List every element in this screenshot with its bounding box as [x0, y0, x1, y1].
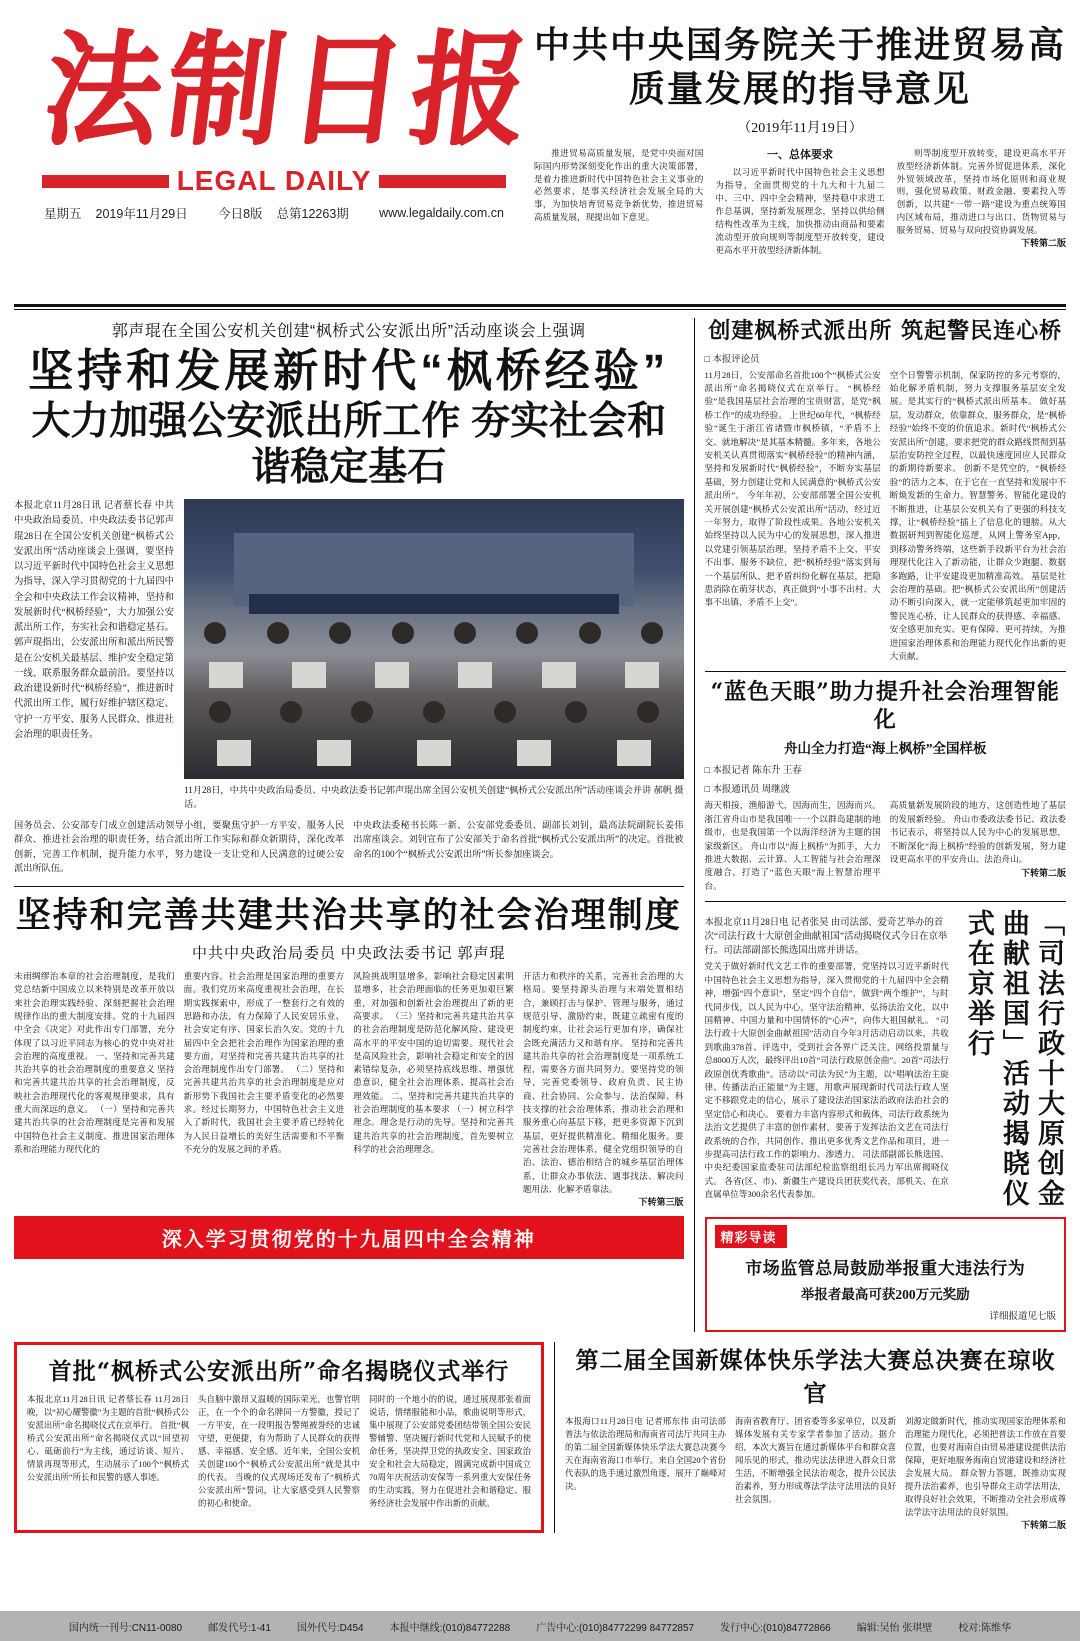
photo-seat-row-1 — [184, 622, 684, 644]
masthead — [14, 0, 1066, 300]
tr-col-1 — [534, 147, 703, 257]
photo-chair — [517, 740, 551, 766]
bottom-right-col-2: 海南省教育厅、团省委等多家单位，以及新媒体发展有关专家学者参加了活动。据介绍，本次大赛旨在通过新媒体平台和群众喜闻乐见的形式，推动宪法法律进入群众日常生活，不断增强全民法治观念，提升公民法治素养，努力形成尊法学法守法用法的良好社会氛围。 — [735, 1417, 896, 1505]
brand-block — [14, 0, 542, 300]
bottom-left-title[interactable]: 首批“枫桥式公安派出所”命名揭晓仪式举行 — [48, 1358, 510, 1386]
right-b-col-2 — [890, 799, 1066, 893]
footer-item: 国内统一刊号:CN11-0080 — [68, 1622, 183, 1634]
bottom-left-col-3: 同时的一个地小的的说，通过展现那张着面说话，情绪服能和小品，歌曲说明等形式，集中展现了公安部党委团结带领全国公安民警辅警、坚决履行新时代党和人民赋予的使命任务，坚决捍卫党的执政安全、国家政治安全和社会大局稳定，圆满完成新中国成立70周年庆祝活动安保等一系列重大安保任务的生动实践，努力在促进社会和谐稳定、服务经济社会发展中作出新的贡献。 — [369, 1395, 531, 1509]
photo-person — [637, 701, 659, 723]
right-article-b-columns — [705, 799, 1067, 893]
photo-person — [579, 622, 601, 644]
right-article-a-title[interactable]: 创建枫桥式派出所 筑起警民连心桥 — [708, 318, 1063, 344]
website-link[interactable]: www.legaldaily.com.cn — [379, 206, 504, 220]
bottom-right-col-3 — [905, 1415, 1066, 1533]
right-article-a-byline: □ 本报评论员 — [704, 354, 760, 365]
right-article-c-title[interactable]: 「司法行政十大原创金曲献祖国」活动揭晓仪式在京举行 — [962, 909, 1064, 1210]
right-c-lede: 本报北京11月28日电 记者张昊 由司法部、爱奇艺举办的首次“司法行政十大原创金曲献祖国”活动揭晓仪式今日在京举行。司法部副部长熊选国出席并讲话。 — [704, 918, 948, 957]
right-c-col-1: 党关于做好新时代文艺工作的重要部署，党坚持以习近平新时代中国特色社会主义思想为指导，深入贯彻党的十九届四中全会精神，增强“四个意识”，坚定“四个自信”，做到“两个维护”，与时代同步伐，以人民为中心，坚守法治精神，弘扬法治文化，以中国精神、中国力量和中国情怀的“心声”，向伟大祖国献礼。 “司法行政十大原创金曲献祖国”活动自今年3月活动启动以来，共收到歌曲378首、评选中，受到社会各界广泛关注，网络投票量与总8000万人次，最终评出10首“司法行政原创金曲”。20首“司法行政原创优秀歌曲”。活动以“司法为民”为主题，以“唱响法治主旋律、传播法治正能量”为主题，用歌声展现新时代司法行政人坚定不移跟党走的信心，展示了建设法治国家法治政府法治社会的坚定信心和决心。 要着力丰富内容形式和载体，司法行政系统为法治文艺提供了丰富的创作素材，要善于发挥法治文艺在司法行政系统的合作，共同创作、推出更多优秀文艺作品和项目，进一步提高司法行政工作的影响力、渗透力。 司法部副部长熊选国、中央纪委国家监委驻司法部纪检监察组组长冯力军出席揭晓仪式。 各省(区、市)、新疆生产建设兵团获奖代表，部机关、在京直属单位等300余名代表参加。 — [704, 961, 949, 1200]
bottom-left-col-2: 头自脑中激昂又温暖的国际荣光，也警官明正，在一个个的命名牌同一方警徽，授记了一方平安，在一段明报告警绳被誉经的忠诚守望，更便捷，有为帮助了人民群众的获得感、幸福感、安全感。近年来，全国公安机关创建100个“枫桥式公安派出所”就是其中的代表。 当晚的仪式现场还发布了“枫桥式公安派出所”誓词，让大家感受到人民警察的初心和使命。 — [198, 1395, 360, 1509]
second-col-4 — [523, 970, 684, 1210]
lead-continuation-columns — [14, 818, 684, 876]
newspaper-logo-en: LEGAL DAILY — [176, 165, 372, 196]
bottom-right-article — [554, 1342, 1066, 1533]
right-c-columns — [705, 960, 949, 1201]
photo-chair — [417, 740, 451, 766]
footer-item: 国外代号:D454 — [296, 1622, 364, 1634]
photo-person — [494, 701, 516, 723]
bottom-left-article — [14, 1342, 544, 1533]
photo-person — [565, 701, 587, 723]
photo-chair — [375, 662, 409, 688]
page-footer — [0, 1611, 1080, 1641]
lead-photo-wrap — [184, 499, 684, 812]
right-divider-1 — [705, 671, 1067, 672]
masthead-divider — [14, 304, 1066, 307]
bottom-right-col-3-text: 刘源定做新时代，推动实现国家治理体系和治理能力现代化，必须把普法工作放在首要位置，也要对海南自由贸易港建设提供法治保障，更好地服务海南自贸港建设和经济社会发展大局。 群众智力答题，既推动实现提升法治素养，也引导群众主动学法用法，取得良好社会效果，不断推动全社会形成尊法学法守法用法的良好氛围。 — [905, 1417, 1066, 1518]
second-jump-link[interactable]: 下转第三版 — [638, 1197, 684, 1208]
bottom-left-col-1: 本报北京11月28日讯 记者蔡长春 11月28日晚，以“初心耀警徽”为主题的首批“枫桥式公安派出所”命名揭晓仪式在京举行。 首批“枫桥式公安派出所”命名揭晓仪式以“回望初心、砥砺前行”为主线，通过访谈、短片、情景再现等形式，生动展示了100个“枫桥式公安派出所”所长和民警的感人事迹。 — [27, 1395, 189, 1483]
tr-col-1-text: 推进贸易高质量发展，是党中央面对国际国内形势深刻变化作出的重大决策部署，是着力推进新时代中国特色社会主义事业的必然要求，是事关经济社会发展全局的大事，为加快培育贸易竞争新优势，推进贸易高质量发展，现提出如下意见。 — [534, 147, 704, 223]
main-content-grid — [14, 318, 1066, 1332]
footer-item: 校对:陈维华 — [958, 1622, 1012, 1634]
highlight-ref-link[interactable]: 详细报道见七版 — [989, 1312, 1056, 1323]
photo-person — [454, 622, 476, 644]
highlight-box[interactable] — [705, 1217, 1067, 1332]
right-b-jump-link[interactable]: 下转第二版 — [1020, 868, 1066, 879]
right-a-col-1: 11月28日，公安部命名首批100个“枫桥式公安派出所”命名揭晓仪式在京举行。 “枫桥经验”是我国基层社会治理的宝贵财富，是党“枫桥工作”的成功经验。 上世纪60年代，“枫桥经验”诞生于浙江省诸暨市枫桥镇，“矛盾不上交、就地解决”是其基本精髓。多年来，各地公安机关认真贯彻落实“枫桥经验”的精神内涵，坚持和发展新时代“枫桥经验”，不断夯实基层基础，努力创建让党和人民满意的“枫桥式公安派出所”。 今年年初，公安部部署全国公安机关开展创建“枫桥式公安派出所”活动，经过近一年努力，取得了阶段性成果。各地公安机关始终坚持以人民为中心的发展思想，深入推进以党建引领基层治理，坚持矛盾不上交、平安不出事、服务不缺位，把“枫桥经验”落实到每一个基层所队，把矛盾纠纷化解在基层，把隐患消除在萌芽状态，真正做到“小事不出村、大事不出镇、矛盾不上交”。 — [704, 369, 881, 608]
second-col-3: 风险挑战明显增多，影响社会稳定因素明显增多，社会治理面临的任务更加艰巨繁重，对加强和创新社会治理提出了新的更高要求。 （三）坚持和完善共建共治共享的社会治理制度是防范化解风险、建设更高水平的平安中国的迫切需要。现代社会是高风险社会，影响社会稳定和安全的因素错综复杂，必须坚持底线思维、增强忧患意识，健全社会治理体系、提高社会治理效能。 二、坚持和完善共建共治共享的社会治理制度的基本要求 （一）树立科学理念。理念是行动的先导。坚持和完善共建共治共享的社会治理制度，首先要树立科学的社会治理理念。 — [353, 970, 514, 1154]
right-article-c — [705, 909, 1067, 1209]
right-article-b-subtitle: 舟山全力打造“海上枫桥”全国样板 — [784, 741, 987, 757]
photo-seat-row-3 — [184, 701, 684, 723]
bottom-right-jump-link[interactable]: 下转第二版 — [1020, 1520, 1066, 1531]
right-article-b-title[interactable]: “蓝色天眼”助力提升社会治理智能化 — [710, 679, 1060, 733]
photo-person — [204, 622, 226, 644]
brand-en-row — [14, 165, 534, 197]
top-right-article — [534, 0, 1066, 300]
second-col-4-text: 开活力和秩序的关系，完善社会治理的大格局。要坚持源头治理与末端处置相结合，兼顾打击与保护、管理与服务，通过规范引导、激励约束，既建立疏密有度的制度约束，让社会运行更加有序，确保社会既充满活力又和谐有序。 坚持和完善共建共治共享的社会治理制度是一项系统工程，需要各方面共同努力。要坚持党的领导，完善党委领导、政府负责、民主协商、社会协同、公众参与、法治保障、科技支撑的社会治理体系，推动社会治理和服务重心向基层下移，把更多资源下沉到基层，更好提供精准化、精细化服务。要完善社会治理体系，健全党组织领导的自治、法治、德治相结合的城乡基层治理体系，让群众办事依法、遇事找法、解决问题用法、化解矛盾靠法。 — [522, 970, 684, 1194]
right-article-a-columns — [705, 369, 1067, 664]
left-column — [14, 318, 684, 1332]
bottom-right-columns — [565, 1415, 1066, 1533]
right-divider-2 — [705, 901, 1067, 902]
study-banner[interactable]: 深入学习贯彻党的十九届四中全会精神 — [14, 1216, 684, 1259]
footer-item: 本报中继线:(010)84772288 — [389, 1622, 511, 1634]
second-article-title[interactable]: 坚持和完善共建共治共享的社会治理制度 — [15, 894, 682, 936]
right-column — [694, 318, 1067, 1332]
top-right-columns — [534, 147, 1066, 257]
photo-head-table — [249, 594, 619, 614]
tr-col-2 — [715, 147, 884, 257]
lead-headline-primary[interactable]: 坚持和发展新时代“枫桥经验” — [28, 345, 670, 396]
tr-col-2-head: 一、总体要求 — [766, 148, 833, 161]
photo-person — [392, 622, 414, 644]
red-bar-left — [42, 175, 169, 188]
photo-chair — [625, 662, 659, 688]
right-article-b-byline-2: □ 本报通讯员 周继波 — [704, 785, 790, 796]
tr-col-2-text: 以习近平新时代中国特色社会主义思想为指导，全面贯彻党的十九大和十九届二中、三中、四中全会精神，坚持稳中求进工作总基调，坚持新发展理念，坚持以供给侧结构性改革为主线，加快推动由商品和要素流动型开放向规则等制度型开放转变，建设更高水平开放型经济新体制。 — [715, 167, 885, 255]
photo-person — [351, 701, 373, 723]
photo-person — [641, 622, 663, 644]
second-col-1: 未雨绸缪治本章的社会治理制度，是我们党总结新中国成立以来特别是改革开放以来社会治理实践经验、深刻把握社会治理规律作出的重大制度安排。党的十九届四中全会《决定》对此作出专门部署，充分体现了以习近平同志为核心的党中央对社会治理的高度重视。 一、坚持和完善共建共治共享的社会治理制度的重要意义 坚持和完善共建共治共享的社会治理制度，反映社会治理现代化的客观规律要求，具有重大而深远的意义。 （一）坚持和完善共建共治共享的社会治理制度是完善和发展中国特色社会主义制度、推进国家治理体系和治理能力现代化的 — [14, 970, 175, 1154]
masthead-meta — [14, 204, 534, 222]
photo-person — [267, 622, 289, 644]
lead-headline-secondary[interactable]: 大力加强公安派出所工作 夯实社会和谐稳定基石 — [31, 400, 667, 490]
bottom-left-columns — [27, 1393, 531, 1510]
bottom-right-col-1: 本报海口11月28日电 记者邢东伟 由司法部普法与依法治理局和海南省司法厅共同主办的第二届全国新媒体快乐学法大赛总决赛今天在海南省海口市举行。来自全国20个省份代表队的选手通过激烈角逐，展开了巅峰对决。 — [565, 1417, 726, 1492]
photo-caption-text: 11月28日，中共中央政治局委员、中央政法委书记郭声琨出席全国公安机关创建“枫桥式公安派出所”活动座谈会并讲话。 — [184, 785, 652, 810]
newspaper-logo-cn[interactable]: 法制日报 — [36, 17, 542, 163]
masthead-divider-2 — [14, 309, 1066, 310]
red-bar-right — [379, 175, 506, 188]
tr-col-3 — [897, 147, 1066, 257]
weekday-label: 星期五 — [44, 207, 82, 221]
photo-person — [280, 701, 302, 723]
tr-col-3-text: 则等制度型开放转变，建设更高水平开放型经济新体制。完善外贸促进体系，深化外贸领域改革，坚持市场化原则和商业规则，强化贸易政策、财政金融、要素投入等创新，以共建“一带一路”建设为重点统筹国内区域布局，推动进口与出口、货物贸易与服务贸易、贸易与双向投资协调发展。 — [896, 147, 1066, 236]
footer-item: 广告中心:(010)84772299 84772857 — [536, 1622, 695, 1634]
photo-person — [209, 701, 231, 723]
pages-label: 今日8版 — [218, 207, 263, 221]
photo-credit: 郝帆 摄 — [653, 785, 684, 796]
lead-cont-col-2: 中央政法委秘书长陈一新、公安部党委委员、副部长刘钊，最高法院副院长姜伟出席座谈会。刘钊宣布了公安部关于命名首批“枫桥式公安派出所”的决定。首批被命名的100个“枫桥式公安派出所”所长参加座谈会。 — [353, 819, 684, 859]
footer-item: 发行中心:(010)84772866 — [720, 1622, 831, 1634]
photo-chair — [542, 662, 576, 688]
bottom-right-title[interactable]: 第二届全国新媒体快乐学法大赛总决赛在琼收官 — [575, 1347, 1056, 1408]
photo-chair — [617, 740, 651, 766]
photo-chair — [209, 662, 243, 688]
tr-jump-link[interactable]: 下转第二版 — [1020, 238, 1066, 249]
issue-label: 总第12263期 — [276, 207, 349, 221]
second-article-columns — [14, 970, 684, 1210]
highlight-line-1[interactable]: 市场监管总局鼓励举报重大违法行为 — [745, 1259, 1026, 1279]
photo-person — [329, 622, 351, 644]
right-b-col-2-text: 高质量新发展阶段的地方，这创造性地了基层的发展新经验。 舟山市委政法委书记、政法委书记表示，将坚持以人民为中心的发展思想，不断深化“海上枫桥”经验的创新发展，努力建设更高水平的平安舟山、法治舟山。 — [889, 800, 1066, 865]
photo-chair — [217, 740, 251, 766]
lead-body — [14, 499, 684, 812]
photo-seat-row-4 — [184, 740, 684, 766]
photo-seat-row-2 — [184, 662, 684, 688]
bottom-section — [14, 1342, 1066, 1533]
photo-person — [423, 701, 445, 723]
photo-chair — [292, 662, 326, 688]
right-b-col-1: 海天相接，渔船游弋，因海而生，因海而兴。浙江省舟山市是我国唯一一个以群岛建制的地级市，也是我国第一个以海洋经济为主题的国家级新区。 舟山市以“海上枫桥”为抓手，大力推进大数据、云计算、人工智能与社会治理深度融合，打造了“蓝色天眼”海上智慧治理平台。 — [704, 800, 881, 891]
lead-kicker: 郭声琨在全国公安机关创建“枫桥式公安派出所”活动座谈会上强调 — [111, 323, 586, 340]
highlight-tag: 精彩导读 — [715, 1225, 787, 1248]
lead-cont-col-1: 国务员会、公安部专门成立创建活动领导小组，要聚焦守护一方平安、服务人民群众、推进社会治理的职责任务，结合派出所工作实际和群众新期待，深化改革创新，完善工作机制，提升能力水平，努力建设一支让党和人民满意的过硬公安派出所队伍。 — [14, 819, 345, 874]
footer-item: 邮发代号:1-41 — [208, 1622, 271, 1634]
second-article-byline: 中共中央政治局委员 中央政法委书记 郭声琨 — [191, 945, 506, 962]
top-right-date: （2019年11月19日） — [737, 120, 863, 136]
photo-person — [516, 622, 538, 644]
highlight-line-2: 举报者最高可获200万元奖励 — [800, 1287, 970, 1303]
right-c-text-block — [705, 909, 949, 1209]
second-article — [14, 886, 684, 1259]
footer-item: 编辑:吴怡 张琪壁 — [856, 1622, 933, 1634]
date-label: 2019年11月29日 — [95, 207, 188, 221]
top-right-title[interactable]: 中共中央国务院关于推进贸易高质量发展的指导意见 — [534, 24, 1067, 110]
right-article-b-byline-1: □ 本报记者 陈东升 王春 — [704, 766, 802, 777]
photo-caption — [184, 784, 684, 812]
photo-chair — [458, 662, 492, 688]
photo-chair — [317, 740, 351, 766]
lead-article-text: 本报北京11月28日讯 记者蔡长春 中共中央政治局委员、中央政法委书记郭声琨28日在全国公安机关创建“枫桥式公安派出所”活动座谈会上强调，要坚持以习近平新时代中国特色社会主义思想为指导，深入学习贯彻党的十九届四中全会和中央政法工作会议精神，坚持和发展新时代“枫桥经验”，大力加强公安派出所工作，夯实社会和谐稳定基石。 郭声琨指出，公安派出所和派出所民警是在公安机关最基层、维护安全稳定第一线、联系服务群众最前沿。要坚持以政治建设新时代“枫桥经验”，推进新时代派出所工作，履行好维护辖区稳定、守护一方平安、服务人民群众、推进社会治理的职责任务。 — [14, 501, 174, 740]
conference-photo[interactable] — [184, 499, 684, 779]
second-col-2: 重要内容。社会治理是国家治理的重要方面。我们党历来高度重视社会治理，在长期实践探索中，形成了一整套行之有效的思路和办法，有力保障了人民安居乐业、社会安定有序、国家长治久安。党的十九届四中全会把社会治理作为国家治理的重要方面，对坚持和完善共建共治共享的社会治理制度作出专门部署。 （二）坚持和完善共建共治共享的社会治理制度是应对新形势下我国社会主要矛盾变化的必然要求。经过长期努力，中国特色社会主义进入了新时代，我国社会主要矛盾已经转化为人民日益增长的美好生活需要和不平衡不充分的发展之间的矛盾。 — [183, 970, 345, 1154]
right-a-col-2: 空个日警警示机制，保家防控的多元考察的，始化解矛盾机制，努力支撑服务基层安全发展。是其实行的“枫桥式派出所基本。 做好基层，发动群众，依靠群众，服务群众，是“枫桥经验”始终不变的价值追求。新时代“枫桥式公安派出所”创建，要求把党的群众路线贯彻到基层治安防控全过程，以最快速度回应人民群众的新期待新要求。 创新不是凭空的，“枫桥经验”的活力之本，在于它在一直坚持和发展中不断焕发新的生命力。智慧警务、智能化建设的不断推进，让基层公安机关有了更强的科技支撑，让“枫桥经验”插上了信息化的翅膀。从大数据研判到智能化巡逻，从网上警务室App，到移动警务终端，这些新手段新平台为社会治理现代化注入了新动能，让群众少跑腿、数据多跑路，让平安建设更加精准高效。 基层是社会治理的基础。把“枫桥式公安派出所”创建活动不断引向深入，就一定能够筑起更加牢固的警民连心桥，让人民群众的获得感、幸福感、安全感更加充实、更有保障、更可持续，为推进国家治理体系和治理能力现代化作出新的更大贡献。 — [889, 369, 1066, 662]
